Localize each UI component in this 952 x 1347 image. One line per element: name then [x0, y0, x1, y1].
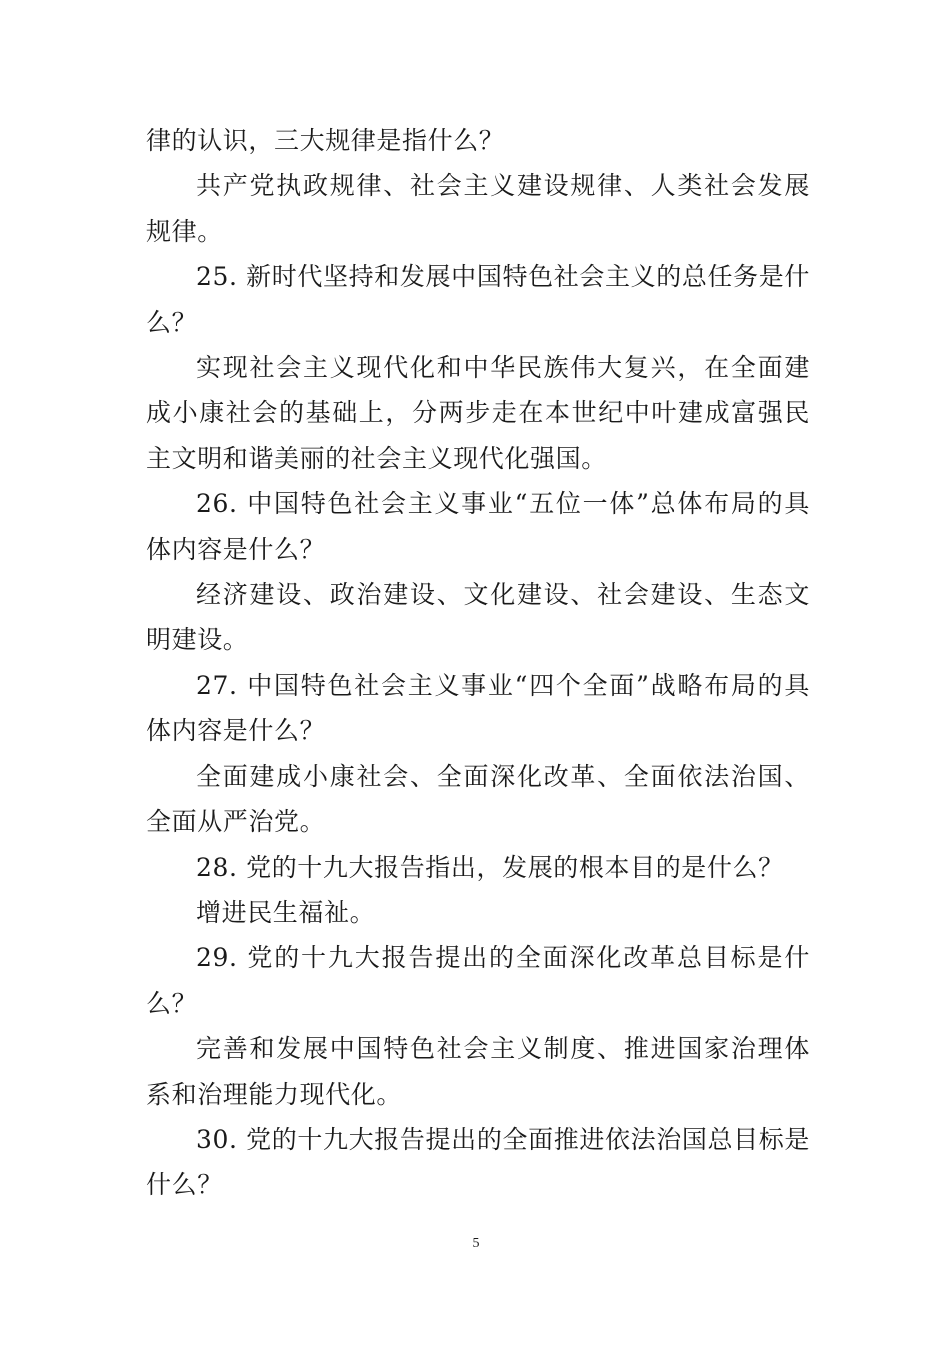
answer-28: 增进民生福祉。: [196, 897, 376, 927]
question-27: 27. 中国特色社会主义事业“四个全面”战略布局的具体内容是什么？: [146, 670, 810, 746]
page-number: 5: [472, 1236, 480, 1251]
answer-25: 实现社会主义现代化和中华民族伟大复兴，在全面建成小康社会的基础上，分两步走在本世纪中叶建成富强民主文明和谐美丽的社会主义现代化强国。: [146, 353, 810, 473]
question-28: 28. 党的十九大报告指出，发展的根本目的是什么？: [196, 852, 784, 882]
question-29: 29. 党的十九大报告提出的全面深化改革总目标是什么？: [146, 943, 810, 1018]
question-26: 26. 中国特色社会主义事业“五位一体”总体布局的具体内容是什么？: [146, 489, 810, 564]
answer-26: 经济建设、政治建设、文化建设、社会建设、生态文明建设。: [146, 580, 810, 655]
question-25: 25. 新时代坚持和发展中国特色社会主义的总任务是什么？: [146, 262, 810, 337]
answer-24: 共产党执政规律、社会主义建设规律、人类社会发展规律。: [146, 171, 810, 246]
answer-29: 完善和发展中国特色社会主义制度、推进国家治理体系和治理能力现代化。: [146, 1034, 810, 1109]
page-body: [146, 118, 810, 1208]
question-30: 30. 党的十九大报告提出的全面推进依法治国总目标是什么？: [146, 1124, 810, 1200]
paragraph-continued-question-24: 律的认识，三大规律是指什么？: [146, 126, 505, 155]
answer-27: 全面建成小康社会、全面深化改革、全面依法治国、全面从严治党。: [146, 761, 810, 837]
